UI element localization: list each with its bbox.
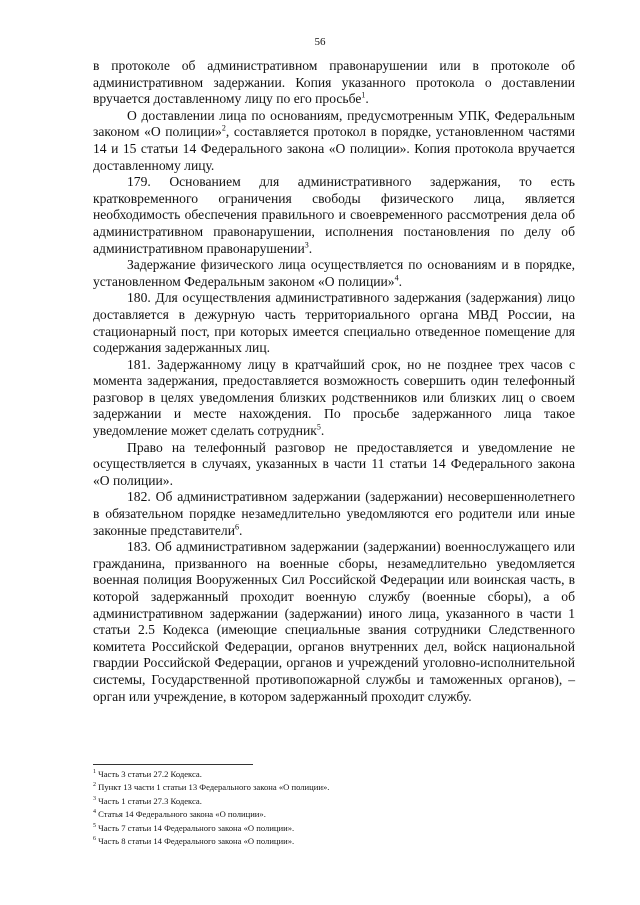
paragraph-179: 179. Основанием для административного задержания, то есть кратковременного ограничения свободы физического лица, является необходимость обеспечения правильного и своевременного рассмотрения дела об административном правонарушении, исполнения постановления по делу об административном правонарушении$^3$. [93, 174, 575, 256]
footnotes [93, 768, 575, 848]
paragraph-182: 182. Об административном задержании (задержании) несовершеннолетнего в обязательном порядке незамедлительно уведомляются его родители или иные законные представители$^6$. [93, 489, 575, 538]
footnote-ref: 4 [394, 273, 399, 283]
footnote-divider [93, 764, 253, 765]
paragraph-181: 181. Задержанному лицу в кратчайший срок, но не позднее трех часов с момента задержания, предоставляется возможность совершить один телефонный разговор в целях уведомления близких родственников или близких лиц о своем задержании и месте нахождения. По просьбе задержанного лица такое уведомление может сделать сотрудник$^5$. [93, 356, 575, 439]
footnote-5: $^5$ Часть 7 статьи 14 Федерального закона «О полиции». [93, 822, 295, 833]
paragraph-0: в протоколе об административном правонарушении или в протоколе об административном задержании. Копия указанного протокола о доставлении вручается доставленному лицу по его просьбе$^1$. [93, 58, 575, 107]
footnote-ref: 2 [221, 123, 226, 133]
body-text [93, 58, 575, 705]
footnote-2: $^2$ Пункт 13 части 1 статьи 13 Федерального закона «О полиции». [93, 782, 330, 793]
footnote-4: $^4$ Статья 14 Федерального закона «О полиции». [93, 809, 266, 820]
footnote-ref: 1 [361, 90, 366, 100]
paragraph-1: О доставлении лица по основаниям, предусмотренным УПК, Федеральным законом «О полиции»$^2$, составляется протокол в порядке, установленном частями 14 и 15 статьи 14 Федерального закона «О полиции». Копия протокола вручается доставленному лицу. [93, 107, 576, 173]
paragraph-3: Задержание физического лица осуществляется по основаниям и в порядке, установленном Федеральным законом «О полиции»$^4$. [93, 257, 575, 289]
footnote-ref: 6 [234, 522, 239, 532]
footnote-3: $^3$ Часть 1 статьи 27.3 Кодекса. [93, 795, 202, 806]
page-number: 56 [314, 36, 326, 48]
paragraph-6: Право на телефонный разговор не предоставляется и уведомление не осуществляется в случаях, указанных в части 11 статьи 14 Федерального закона «О полиции». [93, 439, 575, 488]
footnote-ref: 3 [304, 240, 309, 249]
paragraph-183: 183. Об административном задержании (задержании) военнослужащего или гражданина, призванного на военные сборы, незамедлительно уведомляется военная полиция Вооруженных Сил Российской Федерации или воинская часть, в которой задержанный проходит военную службу (военные сборы), а об административном задержании (задержании) иного лица, указанного в части 1 статьи 2.5 Кодекса (имеющие специальные звания сотрудники Следственного комитета Российской Федерации, органов внутренних дел, войск национальной гвардии Российской Федерации, органов и учреждений уголовно-исполнительной системы, Государственной противопожарной службы и таможенных органов), – орган или учреждение, в котором задержанный проходит службу. [93, 539, 575, 704]
footnote-1: $^1$ Часть 3 статьи 27.2 Кодекса. [93, 769, 202, 779]
footnote-ref: 5 [316, 422, 321, 432]
footnote-6: $^6$ Часть 8 статьи 14 Федерального закона «О полиции». [93, 836, 295, 847]
paragraph-180: 180. Для осуществления административного задержания (задержания) лицо доставляется в дежурную часть территориального органа МВД России, на стационарный пост, при которых имеется специально отведенное помещение для содержания задержанных лиц. [93, 290, 575, 356]
